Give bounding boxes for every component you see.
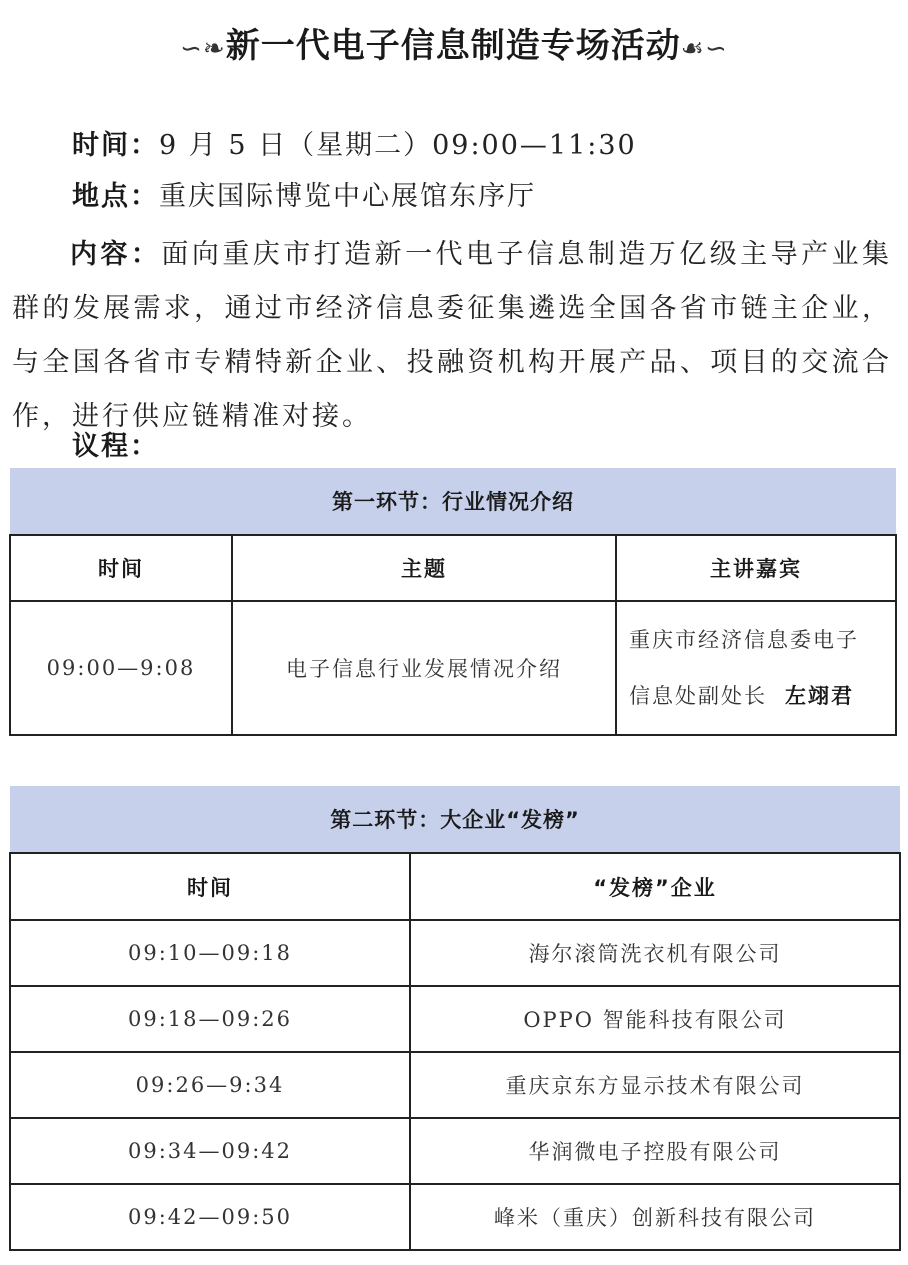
table-row [10, 986, 900, 1052]
row-time: 09:18—09:26 [10, 986, 410, 1052]
column-header-time: 时间 [10, 853, 410, 920]
time-value: 9 月 5 日（星期二）09:00—11:30 [159, 130, 637, 161]
agenda-line [72, 431, 159, 463]
table-row [10, 601, 896, 735]
row-topic: 电子信息行业发展情况介绍 [232, 601, 616, 735]
section1-header: 第一环节：行业情况介绍 [10, 468, 896, 535]
row-time: 09:42—09:50 [10, 1184, 410, 1250]
section2-table [9, 786, 901, 1251]
page-title [0, 18, 908, 67]
column-header-company: “发榜”企业 [410, 853, 900, 920]
right-ornament-icon: ☙∽ [680, 34, 728, 64]
section1-table [9, 468, 897, 736]
agenda-label: 议程： [72, 431, 159, 462]
row-speaker [616, 601, 896, 735]
row-company: 华润微电子控股有限公司 [410, 1118, 900, 1184]
column-header-speaker: 主讲嘉宾 [616, 535, 896, 601]
section2-header: 第二环节：大企业“发榜” [10, 786, 900, 853]
speaker-line-1: 重庆市经济信息委电子 [629, 628, 859, 652]
speaker-line-2 [629, 668, 894, 724]
row-time: 09:26—9:34 [10, 1052, 410, 1118]
time-line [72, 130, 637, 162]
place-label: 地点： [72, 181, 159, 212]
table-row [10, 1118, 900, 1184]
time-label: 时间： [72, 130, 159, 161]
table-row [10, 1184, 900, 1250]
row-company: 海尔滚筒洗衣机有限公司 [410, 920, 900, 986]
title-text: 新一代电子信息制造专场活动 [225, 26, 681, 66]
row-time: 09:34—09:42 [10, 1118, 410, 1184]
row-time: 09:00—9:08 [10, 601, 232, 735]
row-time: 09:10—09:18 [10, 920, 410, 986]
content-paragraph [12, 228, 892, 444]
speaker-title: 信息处副处长 [629, 684, 767, 708]
row-company: 峰米（重庆）创新科技有限公司 [410, 1184, 900, 1250]
left-ornament-icon: ∽❧ [180, 34, 226, 64]
speaker-name: 左翊君 [785, 684, 854, 708]
content-label: 内容： [70, 239, 162, 270]
row-company: OPPO 智能科技有限公司 [410, 986, 900, 1052]
column-header-time: 时间 [10, 535, 232, 601]
table-row [10, 1052, 900, 1118]
place-value: 重庆国际博览中心展馆东序厅 [159, 181, 536, 212]
table-row [10, 920, 900, 986]
column-header-topic: 主题 [232, 535, 616, 601]
content-value: 面向重庆市打造新一代电子信息制造万亿级主导产业集群的发展需求，通过市经济信息委征集遴选全国各省市链主企业，与全国各省市专精特新企业、投融资机构开展产品、项目的交流合作，进行供应链精准对接。 [12, 239, 893, 432]
row-company: 重庆京东方显示技术有限公司 [410, 1052, 900, 1118]
place-line [72, 181, 536, 213]
